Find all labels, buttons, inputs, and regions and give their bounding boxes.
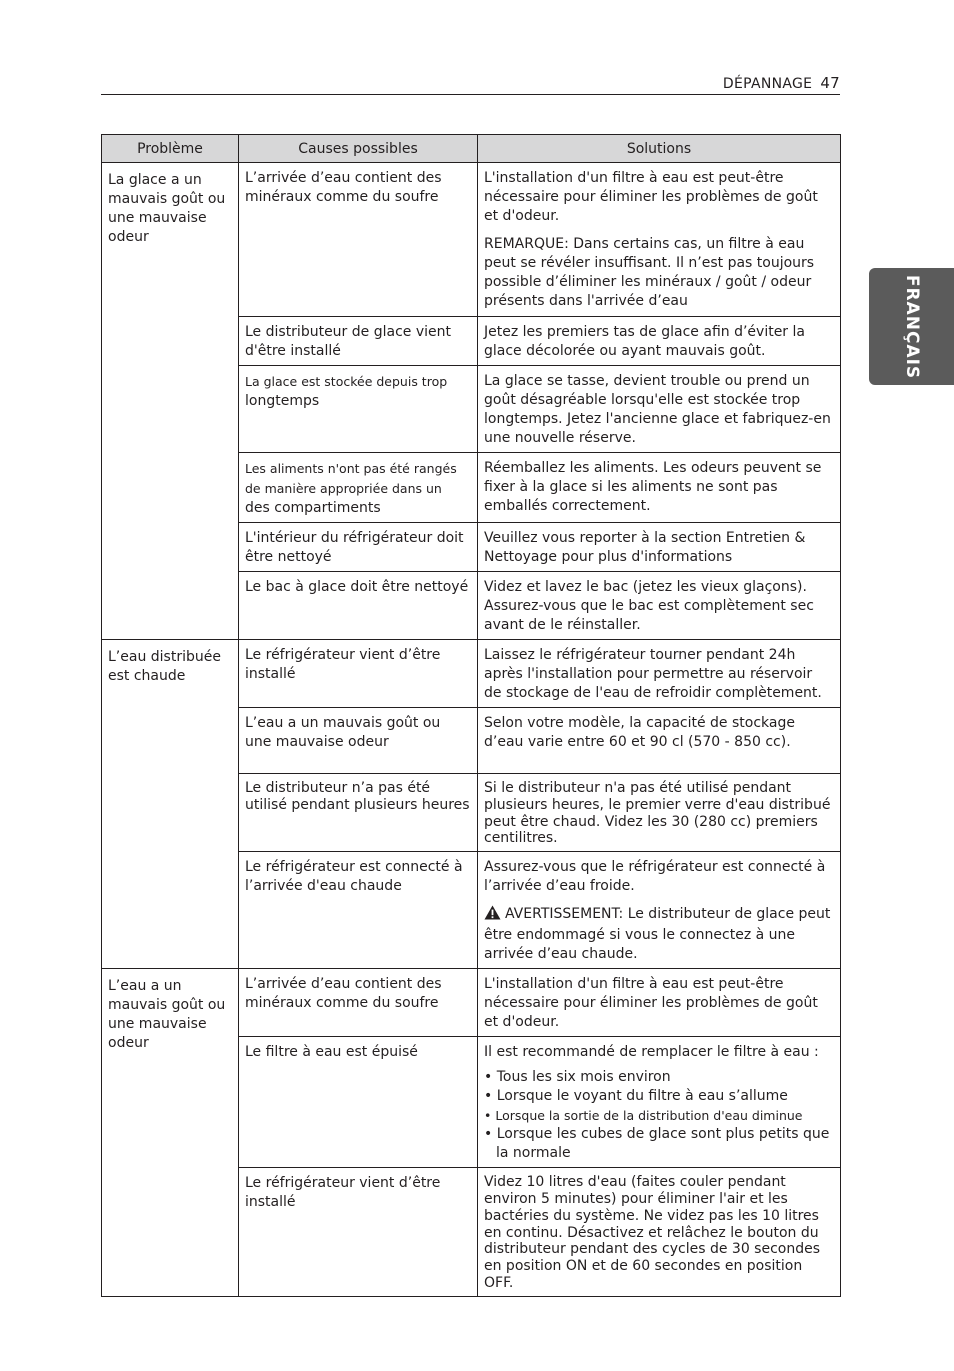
cause-cell: Le distributeur n’a pas été utilisé pendant plusieurs heures [239, 774, 478, 852]
solution-note: REMARQUE: Dans certains cas, un filtre à eau peut se révéler insuffisant. Il n’est pas toujours possible d’éliminer les minéraux / goût / odeur présents dans l'arrivée d’eau [484, 236, 815, 309]
cause-cell: Le filtre à eau est épuisé [239, 1037, 478, 1168]
cause-cell: Le réfrigérateur vient d’être installé [239, 1168, 478, 1297]
cause-text-small: Les aliments n'ont pas été rangés de manière appropriée dans un [245, 461, 457, 496]
solution-cell: Laissez le réfrigérateur tourner pendant 24h après l'installation pour permettre au réservoir de stockage de l'eau de refroidir complètement. [478, 640, 841, 708]
cause-cell: L’arrivée d’eau contient des minéraux comme du soufre [239, 969, 478, 1037]
table-row [102, 640, 841, 708]
solution-cell: Veuillez vous reporter à la section Entretien & Nettoyage pour plus d'informations [478, 523, 841, 572]
column-header-causes: Causes possibles [239, 135, 478, 163]
column-header-problem: Problème [102, 135, 239, 163]
warning-triangle-icon [484, 905, 501, 926]
solution-cell: Si le distributeur n'a pas été utilisé pendant plusieurs heures, le premier verre d'eau distribué peut être chaud. Videz les 30 (280 cc) premiers centilitres. [478, 774, 841, 852]
cause-cell: Le réfrigérateur vient d’être installé [239, 640, 478, 708]
cause-cell: Le bac à glace doit être nettoyé [239, 572, 478, 640]
cause-cell [239, 453, 478, 523]
list-item: • Tous les six mois environ [484, 1069, 671, 1086]
solution-cell: L'installation d'un filtre à eau est peut-être nécessaire pour éliminer les problèmes de goût et d'odeur. [478, 969, 841, 1037]
list-item-text: Lorsque la sortie de la distribution d'eau diminue [495, 1108, 803, 1124]
cause-cell: L'intérieur du réfrigérateur doit être nettoyé [239, 523, 478, 572]
solution-text: Assurez-vous que le réfrigérateur est connecté à l’arrivée d’eau froide. [484, 859, 826, 895]
solution-text: Il est recommandé de remplacer le filtre à eau : [484, 1044, 819, 1061]
list-item-text: Lorsque les cubes de glace sont plus petits que la normale [496, 1126, 830, 1162]
list-item: • Lorsque la sortie de la distribution d'eau diminue [484, 1108, 803, 1124]
cause-cell: L’eau a un mauvais goût ou une mauvaise odeur [239, 708, 478, 774]
solution-cell: Videz et lavez le bac (jetez les vieux glaçons). Assurez-vous que le bac est complètement sec avant de le réinstaller. [478, 572, 841, 640]
table-row [102, 969, 841, 1037]
page-number: 47 [820, 74, 840, 92]
solution-cell: Selon votre modèle, la capacité de stockage d’eau varie entre 60 et 90 cl (570 - 850 cc). [478, 708, 841, 774]
list-item: • Lorsque le voyant du filtre à eau s’allume [484, 1088, 788, 1105]
bullet-list [484, 1068, 834, 1163]
cause-cell: Le réfrigérateur est connecté à l’arrivée d'eau chaude [239, 852, 478, 969]
cause-cell: Le distributeur de glace vient d'être installé [239, 317, 478, 366]
language-tab-label: FRANÇAIS [901, 274, 922, 379]
section-title: DÉPANNAGE [722, 76, 813, 92]
language-tab [869, 268, 954, 385]
problem-cell: L’eau distribuée est chaude [102, 640, 239, 969]
page-header [101, 72, 840, 95]
cause-text: longtemps [245, 393, 320, 409]
solution-cell [478, 1037, 841, 1168]
problem-cell: L’eau a un mauvais goût ou une mauvaise odeur [102, 969, 239, 1297]
column-header-solutions: Solutions [478, 135, 841, 163]
list-item: • Lorsque les cubes de glace sont plus petits que la normale [484, 1126, 830, 1162]
list-item-text: Lorsque le voyant du filtre à eau s’allume [496, 1088, 788, 1105]
solution-cell: Videz 10 litres d'eau (faites couler pendant environ 5 minutes) pour éliminer l'air et les bactéries du système. Ne videz pas les 10 litres en continu. Désactivez et relâchez le bouton du distributeur pendant des cycles de 30 secondes en position ON et de 60 secondes en position OFF. [478, 1168, 841, 1297]
table-row [102, 163, 841, 317]
troubleshooting-table [101, 134, 841, 1297]
table-header-row [102, 135, 841, 163]
cause-text-small: La glace est stockée depuis trop [245, 374, 448, 389]
solution-text: L'installation d'un filtre à eau est peut-être nécessaire pour éliminer les problèmes de goût et d'odeur. [484, 170, 818, 224]
solution-cell [478, 852, 841, 969]
solution-cell: Jetez les premiers tas de glace afin d’éviter la glace décolorée ou ayant mauvais goût. [478, 317, 841, 366]
cause-cell [239, 366, 478, 453]
problem-cell: La glace a un mauvais goût ou une mauvaise odeur [102, 163, 239, 640]
solution-cell: La glace se tasse, devient trouble ou prend un goût désagréable lorsqu'elle est stockée trop longtemps. Jetez l'ancienne glace et fabriquez-en une nouvelle réserve. [478, 366, 841, 453]
list-item-text: Tous les six mois environ [496, 1069, 671, 1086]
warning-text-block [484, 905, 834, 964]
cause-cell: L’arrivée d’eau contient des minéraux comme du soufre [239, 163, 478, 317]
cause-text: des compartiments [245, 500, 381, 516]
solution-cell [478, 163, 841, 317]
warning-text: AVERTISSEMENT: Le distributeur de glace peut être endommagé si vous le connectez à une arrivée d’eau chaude. [484, 906, 831, 963]
solution-cell: Réemballez les aliments. Les odeurs peuvent se fixer à la glace si les aliments ne sont pas emballés correctement. [478, 453, 841, 523]
